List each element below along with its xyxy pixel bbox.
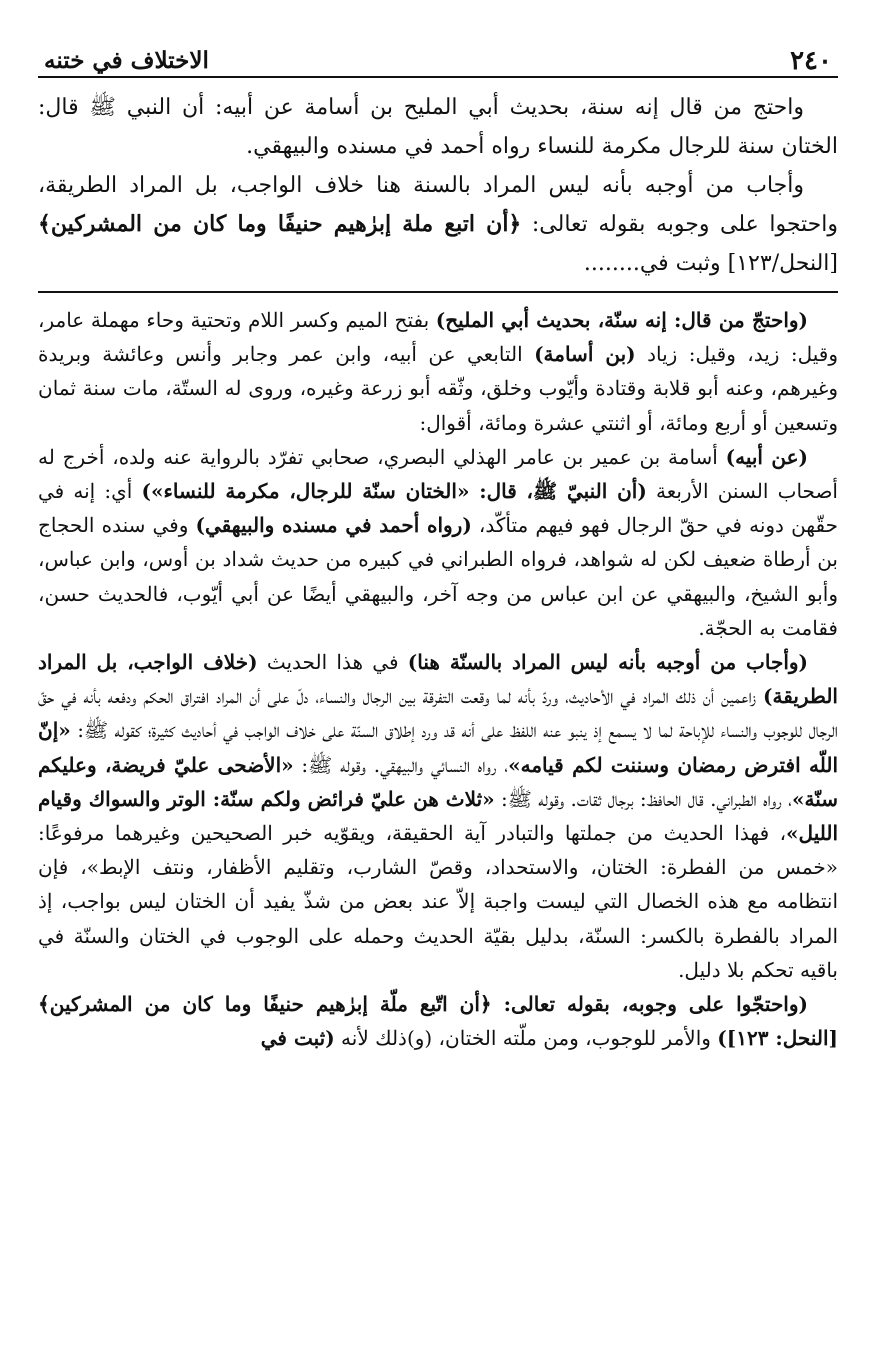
quoted-text: (عن أبيه)	[725, 444, 808, 469]
commentary-paragraph-2	[38, 440, 838, 645]
page-number: ٢٤٠	[790, 46, 832, 76]
commentary-span: وفي سنده الحجاج بن أرطاة ضعيف لكن له شواهد، فرواه الطبراني في كبيره من حديث شداد بن أوس، وابن عباس، وأبو الشيخ، والبيهقي عن ابن عباس من وجه آخر، والبيهقي أيضًا عن أبي أيّوب، فالحديث حسن، فقامت به الحجّة.	[38, 513, 838, 640]
quoted-text: (خلاف الواجب، بل المراد الطريقة)	[38, 650, 838, 709]
commentary-span: التابعي عن أبيه، وابن عمر وجابر وأنس وعائشة وبريدة وغيرهم، وعنه أبو قلابة وقتادة وأيّوب وخلق، وثّقه أبو زرعة وغيره، وروى له الستّة، مات سنة ثمان وتسعين أو أربع ومائة، أو اثنتي عشرة ومائة، أقوال:	[38, 342, 838, 435]
commentary-span: أي: إنه في حقّهن دونه في حقّ الرجال فهو فيهم متأكّد،	[38, 479, 838, 538]
quoted-text: (رواه أحمد في مسنده والبيهقي)	[195, 513, 472, 538]
commentary-paragraph-4	[38, 987, 838, 1055]
commentary-paragraph-3	[38, 645, 838, 987]
quran-verse: ﴿أن اتبع ملة إبرٰهيم حنيفًا وما كان من المشركين﴾	[38, 211, 522, 237]
commentary	[38, 303, 838, 1055]
hadith-quote: «إنّ اللّه افترض رمضان وسننت لكم قيامه»	[38, 718, 838, 777]
commentary-span: ، رواه الطبراني. قال الحافظ: برجال ثقات. وقوله ﷺ:	[494, 786, 792, 811]
main-text-span: [النحل/١٢٣] وثبت في........	[583, 251, 838, 276]
quoted-text: (واحتجّ من قال: إنه سنّة، بحديث أبي المليح)	[435, 308, 808, 332]
quoted-text: (بن أسامة)	[534, 342, 636, 367]
commentary-span: ، رواه النسائي والبيهقي. وقوله ﷺ:	[293, 752, 509, 777]
commentary-span: أسامة بن عمير بن عامر الهذلي البصري، صحابي تفرّد بالرواية عنه ولده، أخرج له أصحاب السنن الأربعة	[38, 444, 838, 504]
quoted-text: [النحل: ١٢٣])	[717, 1026, 838, 1051]
main-text-paragraph-2	[38, 166, 838, 283]
commentary-span: في هذا الحديث	[257, 650, 408, 675]
hadith-quote: «الأضحى عليّ فريضة، وعليكم سنّة»	[38, 752, 839, 811]
hadith-quote: «ثلاث هن عليّ فرائض ولكم سنّة: الوتر والسواك وقيام الليل»	[38, 786, 838, 846]
quoted-text: (وأجاب من أوجبه بأنه ليس المراد بالسنّة هنا)	[407, 650, 808, 675]
quoted-text: (واحتجّوا على وجوبه، بقوله تعالى:	[491, 992, 808, 1017]
commentary-span: بفتح الميم وكسر اللام وتحتية وحاء مهملة عامر، وقيل: زيد، وقيل: زياد	[38, 308, 839, 367]
commentary-span: ، فهذا الحديث من جملتها والتبادر آية الحقيقة، ويقوّيه خبر الصحيحين وغيرهما مرفوعًا: «خمس من الفطرة: الختان، والاستحداد، وقصّ الشارب، وتقليم الأظفار، ونتف الإبط»، فإن انتظامه مع هذه الخصال التي ليست واجبة إلاّ عند بعض من شذّ يفيد أن الختان ليس بواجب، إذ المراد بالفطرة بالكسر: السنّة، بدليل بقيّة الحديث وحمله على الوجوب في الختان والسنّة في باقيه تحكم بلا دليل.	[38, 821, 838, 982]
running-title: الاختلاف في ختنه	[44, 47, 209, 74]
main-text	[38, 88, 838, 283]
main-text-span: وأجاب من أوجبه بأنه ليس المراد بالسنة هنا خلاف الواجب، بل المراد الطريقة، واحتجوا على وجوبه بقوله تعالى:	[38, 173, 838, 237]
page-header	[38, 40, 838, 78]
commentary-paragraph-1	[38, 303, 838, 440]
commentary-span: والأمر للوجوب، ومن ملّته الختان، (و)ذلك لأنه	[334, 1026, 718, 1051]
quoted-text: (أن النبيّ ﷺ، قال: «الختان سنّة للرجال، مكرمة للنساء»)	[141, 479, 647, 504]
book-page	[38, 40, 838, 1055]
quoted-text: (ثبت في	[260, 1026, 335, 1051]
main-text-paragraph-1: واحتج من قال إنه سنة، بحديث أبي المليح بن أسامة عن أبيه: أن النبي ﷺ قال: الختان سنة للرجال مكرمة للنساء رواه أحمد في مسنده والبيهقي.	[38, 95, 838, 159]
commentary-span: زاعمين أن ذلك المراد في الأحاديث، وردّ بأنه لما وقعت التفرقة بين الرجال والنساء، دلّ على أن المراد افتراق الحكم ودفعه بأنه في حقّ الرجال للوجوب والنساء للإباحة لما لا يسمع إذ ينبو عنه اللفظ على أنه قد ورد إطلاق السنّة على خلاف الواجب في أحاديث كثيرة؛ كقوله ﷺ:	[38, 684, 838, 743]
section-divider	[38, 291, 838, 293]
quran-verse: ﴿أن اتّبع ملّة إبرٰهيم حنيفًا وما كان من المشركين﴾	[38, 992, 492, 1017]
